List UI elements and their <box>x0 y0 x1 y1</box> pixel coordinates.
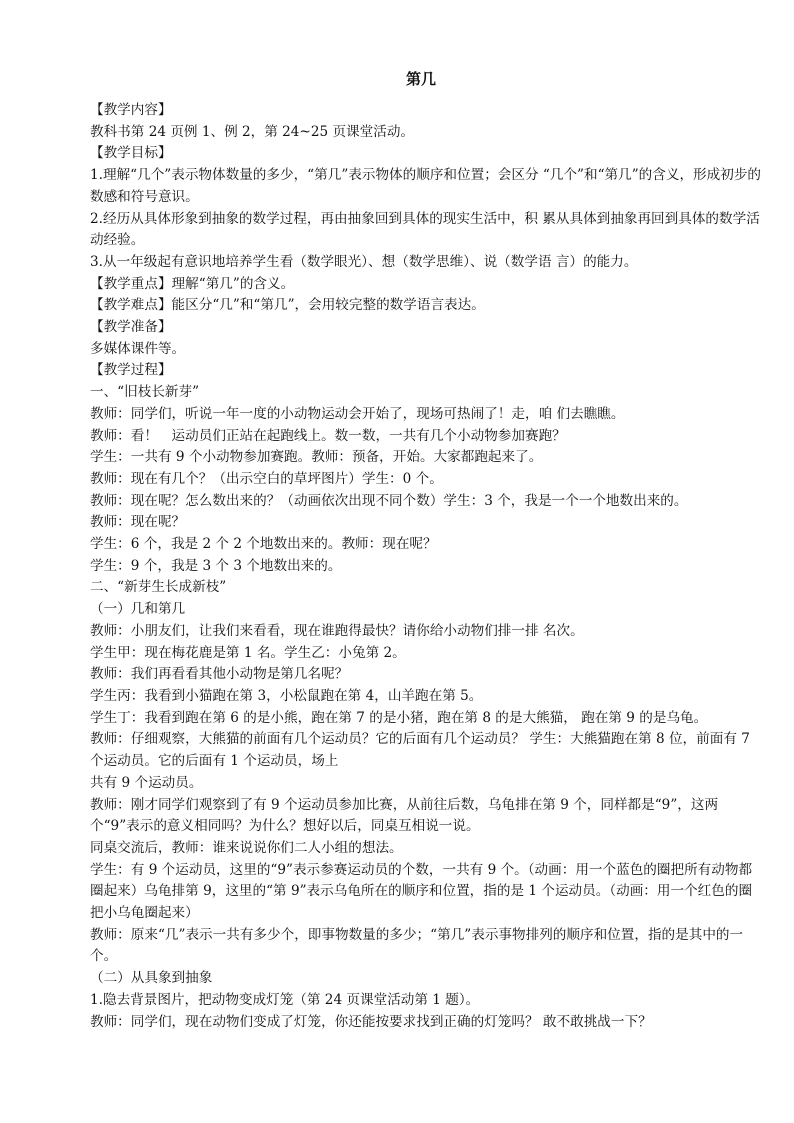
section-heading-key-point: 【教学重点】理解“第几”的含义。 <box>90 275 295 292</box>
subsection-heading: 一、“旧枝长新芽” <box>90 384 200 401</box>
paragraph: 多媒体课件等。 <box>90 340 186 357</box>
paragraph: 教师：看！ 运动员们正站在起跑线上。数一数，一共有几个小动物参加赛跑？ <box>90 427 566 444</box>
subsection-heading: （二）从具象到抽象 <box>90 970 213 987</box>
paragraph: 2.经历从具体形象到抽象的数学过程，再由抽象回到具体的现实生活中，积 累从具体到抽象再回到具体的数学活动经验。 <box>90 210 760 249</box>
paragraph: 教师：现在有几个？（出示空白的草坪图片）学生：0 个。 <box>90 470 443 487</box>
paragraph: 学生甲：现在梅花鹿是第 1 名。学生乙：小兔第 2。 <box>90 644 406 661</box>
section-heading-preparation: 【教学准备】 <box>90 319 172 336</box>
subsection-heading: 二、“新芽生长成新枝” <box>90 579 227 596</box>
section-heading-difficulty: 【教学难点】能区分“几”和“第几”，会用较完整的数学语言表达。 <box>90 297 485 314</box>
paragraph: 1.隐去背景图片，把动物变成灯笼（第 24 页课堂活动第 1 题）。 <box>90 991 480 1008</box>
paragraph: 教师：现在呢？怎么数出来的？（动画依次出现不同个数）学生：3 个，我是一个一个地数出来的。 <box>90 492 688 509</box>
paragraph: 教师：原来“几”表示一共有多少个，即事物数量的多少；“第几”表示事物排列的顺序和位置，指的是其中的一个。 <box>90 926 744 965</box>
section-heading-process: 【教学过程】 <box>90 362 172 379</box>
paragraph: 同桌交流后，教师：谁来说说你们二人小组的想法。 <box>90 839 403 856</box>
paragraph: 教师：同学们，现在动物们变成了灯笼，你还能按要求找到正确的灯笼吗？ 敢不敢挑战一下？ <box>90 1013 652 1030</box>
paragraph: 学生：一共有 9 个小动物参加赛跑。教师：预备，开始。大家都跑起来了。 <box>90 449 543 466</box>
paragraph: 学生：9 个，我是 3 个 3 个地数出来的。 <box>90 557 342 574</box>
paragraph: 共有 9 个运动员。 <box>90 774 203 791</box>
paragraph: 教师：我们再看看其他小动物是第几名呢？ <box>90 666 349 683</box>
paragraph: 教师：仔细观察，大熊猫的前面有几个运动员？它的后面有几个运动员？ 学生：大熊猫跑在第 8 位，前面有 7 个运动员。它的后面有 1 个运动员，场上 <box>90 731 750 770</box>
document-title: 第几 <box>405 70 436 88</box>
paragraph: 教师：刚才同学们观察到了有 9 个运动员参加比赛，从前往后数，乌龟排在第 9 个，同样都是“9”，这两个“9”表示的意义相同吗？为什么？想好以后，同桌互相说一说。 <box>90 796 719 835</box>
document-page <box>90 70 762 1033</box>
paragraph: 学生丁：我看到跑在第 6 的是小熊，跑在第 7 的是小猪，跑在第 8 的是大熊猫， 跑在第 9 的是乌龟。 <box>90 709 708 726</box>
section-heading-goals: 【教学目标】 <box>90 145 172 162</box>
paragraph: 教师：同学们，听说一年一度的小动物运动会开始了，现场可热闹了！走，咱 们去瞧瞧。 <box>90 405 625 422</box>
paragraph: 学生丙：我看到小猫跑在第 3，小松鼠跑在第 4，山羊跑在第 5。 <box>90 687 483 704</box>
paragraph: 3.从一年级起有意识地培养学生看（数学眼光）、想（数学思维）、说（数学语 言）的能力。 <box>90 253 638 270</box>
paragraph: 学生：6 个，我是 2 个 2 个地数出来的。教师：现在呢？ <box>90 536 437 553</box>
paragraph: 1.理解“几个”表示物体数量的多少，“第几”表示物体的顺序和位置；会区分 “几个”和“第几”的含义，形成初步的数感和符号意识。 <box>90 167 762 205</box>
section-heading-content: 【教学内容】 <box>90 102 172 118</box>
paragraph: 学生：有 9 个运动员，这里的“9”表示参赛运动员的个数，一共有 9 个。（动画：用一个蓝色的圈把所有动物都圈起来）乌龟排第 9，这里的“第 9”表示乌龟所在的顺序和位置，指的是 1 个运动员。（动画：用一个红色的圈把小乌龟圈起来） <box>90 861 753 922</box>
paragraph: 教科书第 24 页例 1、例 2，第 24~25 页课堂活动。 <box>90 123 415 140</box>
paragraph: 教师：现在呢？ <box>90 514 186 531</box>
paragraph: 教师：小朋友们，让我们来看看，现在谁跑得最快？请你给小动物们排一排 名次。 <box>90 622 584 639</box>
subsection-heading: （一）几和第几 <box>90 601 186 618</box>
